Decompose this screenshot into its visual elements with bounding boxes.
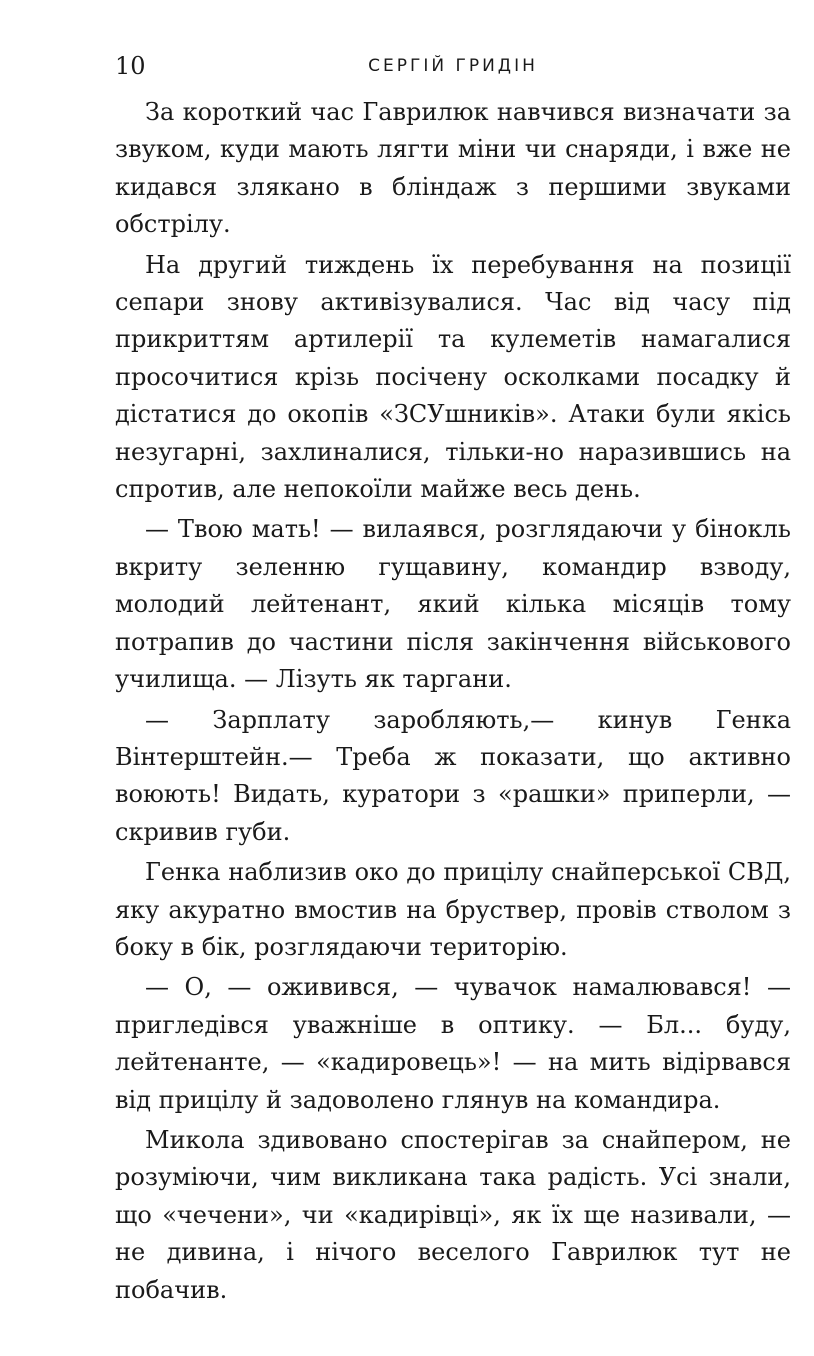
body-text: [115, 94, 791, 1309]
page-number: 10: [115, 52, 146, 80]
paragraph: Микола здивовано спостерігав за снайпером, не розуміючи, чим викликана така радість. Усі знали, що «чечени», чи «кадирівці», як їх ще називали, — не дивина, і нічого веселого Гаврилюк тут не побачив.: [115, 1125, 791, 1304]
running-head-author: СЕРГІЙ ГРИДІН: [368, 56, 538, 76]
book-page: [115, 50, 791, 1312]
paragraph: На другий тиждень їх перебування на позиції сепари знову активізувалися. Час від часу під прикриттям артилерії та кулеметів намагалися просочитися крізь посічену осколками посадку й дістатися до окопів «ЗСУшників». Атаки були якісь незугарні, захлиналися, тільки-но наразившись на спротив, але непокоїли майже весь день.: [115, 250, 791, 504]
paragraph: За короткий час Гаврилюк навчився визначати за звуком, куди мають лягти міни чи снаряди, і вже не кидався злякано в бліндаж з першими звуками обстрілу.: [115, 98, 791, 239]
page-header: [115, 50, 791, 82]
paragraph: — О, — оживився, — чувачок намалювався! — пригледівся уважніше в оптику. — Бл... буду, лейтенанте, — «кадировець»! — на мить відірвався від прицілу й задоволено глянув на командира.: [115, 973, 791, 1114]
paragraph: Генка наблизив око до прицілу снайперської СВД, яку акуратно вмостив на бруствер, провів стволом з боку в бік, розглядаючи територію.: [115, 858, 791, 961]
paragraph: — Твою мать! — вилаявся, розглядаючи у бінокль вкриту зеленню гущавину, командир взводу, молодий лейтенант, який кілька місяців тому потрапив до частини після закінчення військового училища. — Лізуть як таргани.: [115, 515, 791, 694]
paragraph: — Зарплату заробляють,— кинув Генка Вінтерштейн.— Треба ж показати, що активно воюють! Видать, куратори з «рашки» приперли, — скривив губи.: [115, 705, 791, 846]
